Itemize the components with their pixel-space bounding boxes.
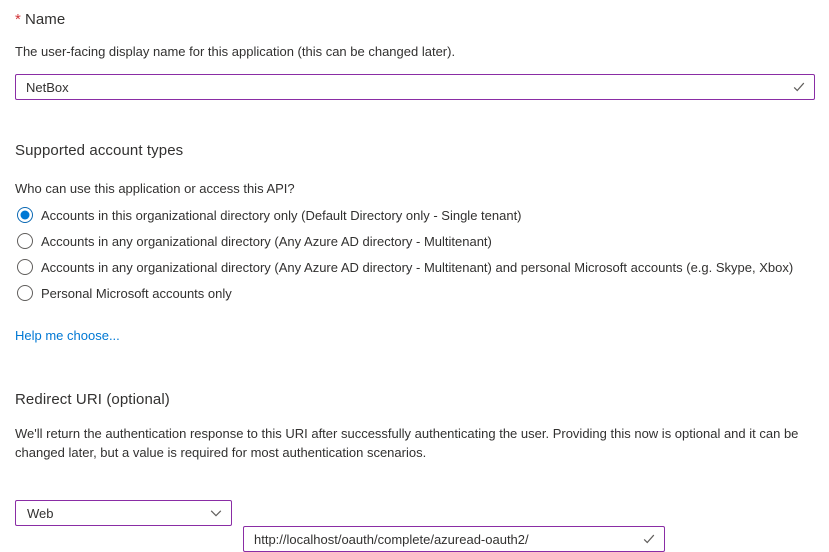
platform-selected-value: Web: [27, 505, 54, 521]
required-asterisk: *: [15, 11, 21, 28]
radio-option-personal-only[interactable]: [15, 283, 232, 303]
radio-option-single-tenant[interactable]: [15, 205, 522, 225]
account-types-question: Who can use this application or access this API?: [15, 181, 295, 196]
radio-button-icon[interactable]: [17, 285, 33, 301]
radio-button-icon[interactable]: [17, 259, 33, 275]
app-name-input[interactable]: [16, 75, 814, 99]
platform-select-dropdown[interactable]: [15, 500, 232, 526]
name-section-title: Name: [24, 11, 66, 28]
redirect-uri-field-container: [243, 526, 665, 552]
help-me-choose-link[interactable]: Help me choose...: [15, 328, 120, 343]
radio-button-icon[interactable]: [17, 207, 33, 223]
redirect-uri-heading: Redirect URI (optional): [15, 391, 170, 408]
redirect-uri-input[interactable]: [244, 527, 664, 551]
radio-option-multitenant[interactable]: [15, 231, 492, 251]
account-types-heading: Supported account types: [15, 142, 184, 159]
chevron-down-icon[interactable]: [209, 506, 223, 520]
radio-option-label: Personal Microsoft accounts only: [41, 285, 232, 301]
radio-option-label: Accounts in this organizational directory only (Default Directory only - Single tenant): [41, 207, 522, 223]
redirect-uri-description: We'll return the authentication response to this URI after successfully authenticating the user. Providing this now is optional and it can be changed later, but a value is required for most authentication scenarios.: [15, 426, 799, 460]
radio-button-icon[interactable]: [17, 233, 33, 249]
app-name-field-container: [15, 74, 815, 100]
name-section-heading: [15, 11, 65, 28]
name-description: The user-facing display name for this application (this can be changed later).: [15, 44, 456, 59]
radio-option-label: Accounts in any organizational directory (Any Azure AD directory - Multitenant): [41, 233, 492, 249]
radio-option-label: Accounts in any organizational directory (Any Azure AD directory - Multitenant) and personal Microsoft accounts (e.g. Skype, Xbox): [41, 259, 794, 275]
radio-option-multitenant-personal[interactable]: [15, 257, 793, 277]
